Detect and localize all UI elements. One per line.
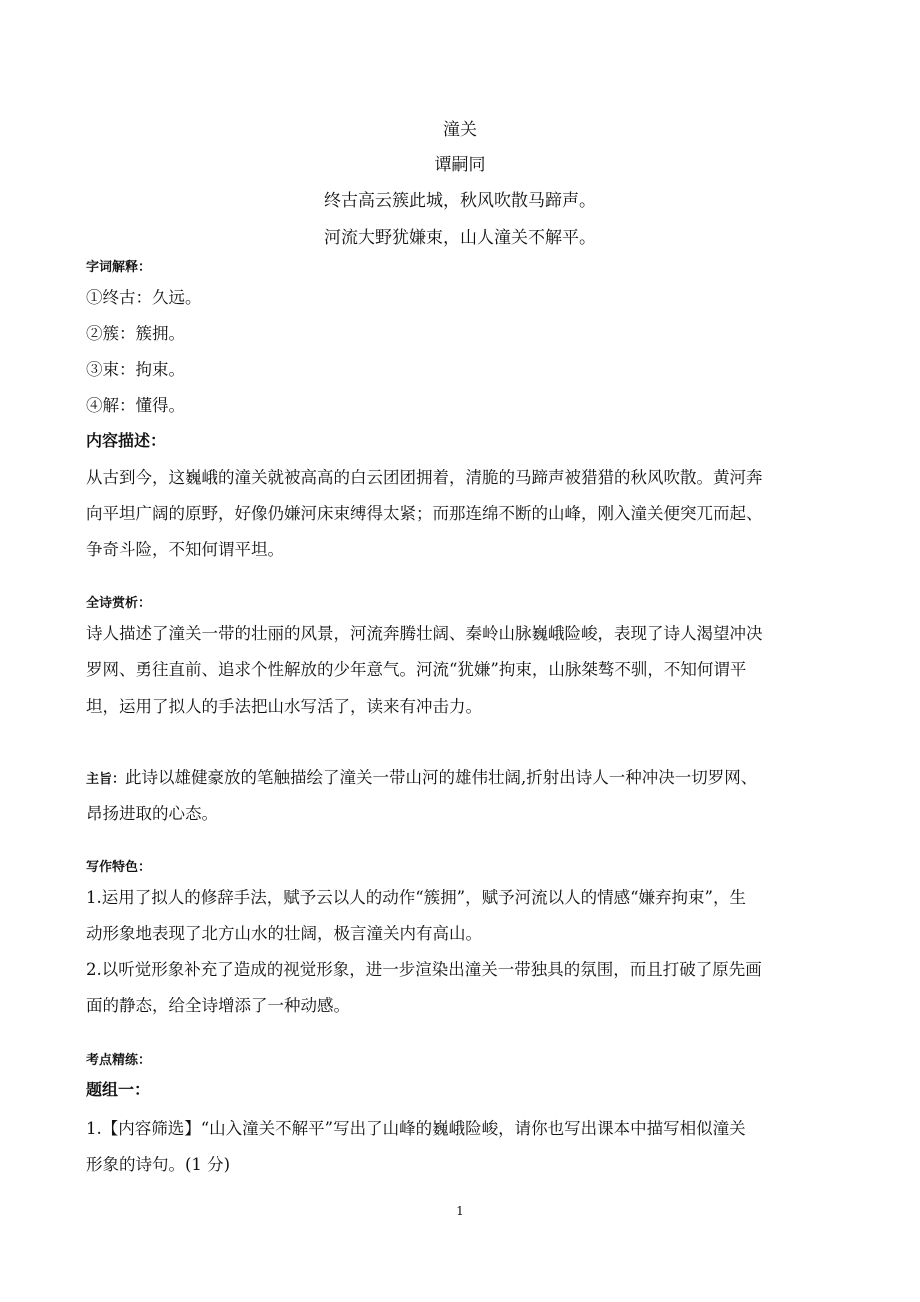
question-1-line-2: 形象的诗句。(1 分) (86, 1155, 231, 1174)
poem-line-1: 终古高云簇此城，秋风吹散马蹄声。 (324, 191, 596, 211)
features-line: 面的静态，给全诗增添了一种动感。 (86, 996, 350, 1015)
features-line: 动形象地表现了北方山水的壮阔，极言潼关内有高山。 (86, 924, 482, 943)
theme-line-2: 昂扬进取的心态。 (86, 804, 218, 823)
vocab-item: ②簇：簇拥。 (86, 324, 185, 343)
question-1-line-1: 1.【内容筛选】“山入潼关不解平”写出了山峰的巍峨险峻，请你也写出课本中描写相似潼关 (86, 1119, 746, 1138)
poem-title: 潼关 (443, 120, 477, 140)
content-line: 从古到今，这巍峨的潼关就被高高的白云团团拥着，清脆的马蹄声被猎猎的秋风吹散。黄河奔 (86, 468, 763, 487)
features-line: 2.以听觉形象补充了造成的视觉形象，进一步渲染出潼关一带独具的氛围，而且打破了原先画 (86, 960, 762, 979)
appreciation-line: 罗网、勇往直前、追求个性解放的少年意气。河流“犹嫌”拘束，山脉桀骜不驯，不知何谓平 (86, 660, 747, 679)
poem-author: 谭嗣同 (434, 155, 486, 175)
question-group-heading: 题组一： (86, 1080, 151, 1099)
appreciation-line: 坦，运用了拟人的手法把山水写活了，读来有冲击力。 (86, 697, 482, 716)
poem-line-2: 河流大野犹嫌束，山人潼关不解平。 (324, 228, 596, 248)
vocab-item: ①终古：久远。 (86, 288, 202, 307)
theme-line-1 (86, 766, 846, 792)
practice-heading: 考点精练： (86, 1053, 152, 1068)
content-heading: 内容描述： (86, 431, 167, 450)
vocab-heading: 字词解释： (86, 260, 152, 275)
content-line: 争奇斗险，不知何谓平坦。 (86, 540, 284, 559)
theme-heading: 主旨： (86, 772, 126, 787)
page-number: 1 (456, 1204, 464, 1218)
theme-text: 此诗以雄健豪放的笔触描绘了潼关一带山河的雄伟壮阔,折射出诗人一种冲决一切罗网、 (125, 768, 758, 787)
vocab-item: ③束：拘束。 (86, 360, 185, 379)
vocab-item: ④解：懂得。 (86, 396, 185, 415)
appreciation-heading: 全诗赏析： (86, 596, 152, 611)
content-line: 向平坦广阔的原野，好像仍嫌河床束缚得太紧；而那连绵不断的山峰，刚入潼关便突兀而起、 (86, 504, 763, 523)
features-heading: 写作特色： (86, 860, 152, 875)
features-line: 1.运用了拟人的修辞手法，赋予云以人的动作“簇拥”，赋予河流以人的情感“嫌弃拘束”，生 (86, 888, 746, 907)
appreciation-line: 诗人描述了潼关一带的壮丽的风景，河流奔腾壮阔、秦岭山脉巍峨险峻，表现了诗人渴望冲决 (86, 624, 763, 643)
